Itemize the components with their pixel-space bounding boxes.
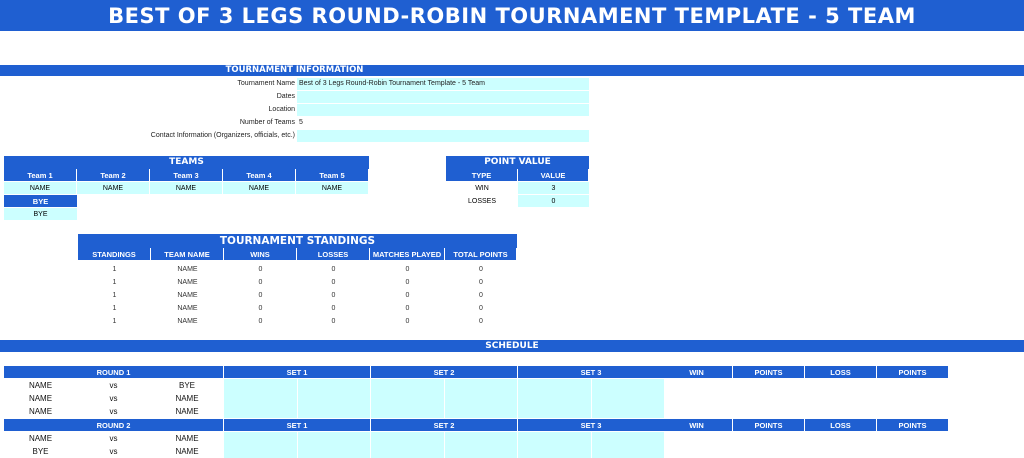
points-header <box>446 156 589 169</box>
set-score-field[interactable] <box>518 445 592 458</box>
points-value-field[interactable] <box>518 182 589 194</box>
standings-cell-text: 0 <box>331 291 336 299</box>
standings-column-label: TOTAL POINTS <box>453 249 508 259</box>
result-column-header <box>877 419 949 431</box>
standings-header-label: TOURNAMENT STANDINGS <box>219 235 376 247</box>
team-name-text: NAME <box>175 184 197 192</box>
points-column-header <box>518 169 589 181</box>
standings-cell <box>151 263 224 275</box>
standings-cell <box>224 315 297 327</box>
round-header <box>4 366 224 378</box>
info-value-text: Best of 3 Legs Round-Robin Tournament Template - 5 Team <box>299 80 485 87</box>
team-column-header <box>223 169 296 181</box>
points-header-label: POINT VALUE <box>484 157 551 167</box>
standings-cell-text: 1 <box>112 278 117 286</box>
standings-cell <box>445 302 517 314</box>
set-score-field[interactable] <box>298 432 372 445</box>
match-vs-text: vs <box>109 446 118 456</box>
match-away-team <box>150 432 224 444</box>
standings-column-header <box>78 248 151 260</box>
info-label <box>0 104 295 116</box>
match-home-text: NAME <box>28 380 53 390</box>
set-score-field[interactable] <box>298 405 372 418</box>
result-column-header <box>805 366 877 378</box>
match-vs <box>77 432 150 444</box>
info-value-text: 5 <box>299 119 303 126</box>
standings-cell <box>297 276 370 288</box>
set-score-field[interactable] <box>371 405 445 418</box>
page-title: BEST OF 3 LEGS ROUND-ROBIN TOURNAMENT TEMPLATE - 5 TEAM <box>108 3 916 28</box>
match-vs-text: vs <box>109 380 118 390</box>
info-label <box>0 91 295 103</box>
match-home-team <box>4 379 77 391</box>
standings-cell <box>78 315 151 327</box>
set-column-header <box>518 419 665 431</box>
match-vs <box>77 379 150 391</box>
standings-column-label: TEAM NAME <box>164 249 210 259</box>
standings-column-header <box>224 248 297 260</box>
team-column-header <box>150 169 223 181</box>
points-type-text: LOSSES <box>467 197 496 205</box>
info-label-text: Number of Teams <box>239 119 295 126</box>
team-name-field[interactable] <box>296 182 369 194</box>
team-column-label: Team 5 <box>319 170 345 180</box>
bye-value[interactable]: BYE <box>4 208 77 220</box>
set-score-field[interactable] <box>371 379 445 392</box>
set-score-field[interactable] <box>518 432 592 445</box>
team-column-label: Team 1 <box>27 170 53 180</box>
team-column-label: Team 3 <box>173 170 199 180</box>
standings-cell-text: NAME <box>177 291 198 299</box>
standings-cell-text: 1 <box>112 317 117 325</box>
set-score-field[interactable] <box>224 379 298 392</box>
set-column-label: SET 3 <box>580 367 602 377</box>
standings-cell-text: 0 <box>331 278 336 286</box>
round-label: ROUND 2 <box>96 420 131 430</box>
match-vs <box>77 405 150 417</box>
set-score-field[interactable] <box>371 432 445 445</box>
standings-cell <box>370 276 445 288</box>
set-column-label: SET 1 <box>286 367 308 377</box>
match-away-text: BYE <box>178 380 195 390</box>
standings-cell <box>151 289 224 301</box>
set-score-field[interactable] <box>592 445 666 458</box>
standings-cell-text: NAME <box>177 278 198 286</box>
match-home-team <box>4 445 77 457</box>
round-header <box>4 419 224 431</box>
match-away-text: NAME <box>175 446 199 456</box>
set-column-header <box>224 366 371 378</box>
result-column-header <box>661 366 733 378</box>
match-away-team <box>150 445 224 457</box>
title-banner <box>0 0 1024 31</box>
standings-cell-text: 0 <box>479 317 483 325</box>
result-column-label: WIN <box>689 420 704 430</box>
set-column-header <box>224 419 371 431</box>
standings-cell <box>445 263 517 275</box>
info-label <box>0 78 295 90</box>
match-home-text: BYE <box>32 446 49 456</box>
bye-label: BYE <box>4 195 77 207</box>
standings-cell <box>224 289 297 301</box>
set-column-header <box>371 366 518 378</box>
standings-column-label: STANDINGS <box>92 249 136 259</box>
standings-cell <box>370 263 445 275</box>
set-column-header <box>518 366 665 378</box>
set-score-field[interactable] <box>518 392 592 405</box>
match-home-team <box>4 392 77 404</box>
standings-cell <box>297 302 370 314</box>
result-column-header <box>661 419 733 431</box>
info-header-label: TOURNAMENT INFORMATION <box>225 65 364 75</box>
set-score-field[interactable] <box>445 432 519 445</box>
info-label-text: Location <box>268 106 295 113</box>
points-type <box>446 182 518 194</box>
standings-cell <box>151 302 224 314</box>
team-name-field[interactable] <box>77 182 150 194</box>
standings-cell-text: 0 <box>479 278 483 286</box>
standings-cell <box>297 289 370 301</box>
standings-cell <box>78 263 151 275</box>
standings-header <box>78 234 517 248</box>
team-name-text: NAME <box>248 184 270 192</box>
info-label <box>0 117 295 129</box>
set-score-field[interactable] <box>298 445 372 458</box>
match-vs <box>77 392 150 404</box>
result-column-label: WIN <box>689 367 704 377</box>
standings-cell-text: 0 <box>258 291 263 299</box>
points-column-header <box>446 169 518 181</box>
standings-cell <box>445 276 517 288</box>
info-value-field[interactable] <box>297 78 589 90</box>
set-score-field[interactable] <box>298 379 372 392</box>
set-score-field[interactable] <box>518 405 592 418</box>
set-score-field[interactable] <box>224 405 298 418</box>
result-column-header <box>805 419 877 431</box>
set-score-field[interactable] <box>592 432 666 445</box>
match-away-text: NAME <box>175 406 199 416</box>
info-label-text: Tournament Name <box>237 80 295 87</box>
result-column-header <box>733 419 805 431</box>
standings-cell <box>445 315 517 327</box>
info-label-text: Contact Information (Organizers, officials, etc.) <box>150 132 295 139</box>
set-score-field[interactable] <box>371 445 445 458</box>
standings-cell <box>78 276 151 288</box>
standings-cell <box>151 276 224 288</box>
team-name-text: NAME <box>29 184 51 192</box>
points-value-text: 3 <box>551 184 556 192</box>
standings-cell <box>370 315 445 327</box>
match-home-team <box>4 405 77 417</box>
points-column-label: TYPE <box>471 170 492 180</box>
teams-header <box>4 156 369 169</box>
match-away-text: NAME <box>175 433 199 443</box>
info-value-field[interactable] <box>297 130 589 142</box>
standings-cell-text: NAME <box>177 317 198 325</box>
set-score-field[interactable] <box>518 379 592 392</box>
info-value-field[interactable] <box>297 117 589 129</box>
standings-column-header <box>370 248 445 260</box>
standings-cell-text: 0 <box>405 304 410 312</box>
result-column-label: POINTS <box>898 420 927 430</box>
set-score-field[interactable] <box>224 432 298 445</box>
standings-cell <box>445 289 517 301</box>
standings-cell-text: 0 <box>405 265 410 273</box>
match-vs <box>77 445 150 457</box>
points-value-text: 0 <box>551 197 556 205</box>
set-score-field[interactable] <box>445 379 519 392</box>
set-column-label: SET 3 <box>580 420 602 430</box>
team-column-header <box>296 169 369 181</box>
result-column-header <box>733 366 805 378</box>
points-column-label: VALUE <box>540 170 566 180</box>
match-vs-text: vs <box>109 393 118 403</box>
standings-cell-text: 0 <box>331 317 336 325</box>
match-home-text: NAME <box>28 433 53 443</box>
info-header <box>0 65 1024 76</box>
standings-cell-text: NAME <box>177 304 198 312</box>
team-name-field[interactable] <box>4 182 77 194</box>
team-column-label: Team 2 <box>100 170 126 180</box>
standings-cell-text: 1 <box>112 265 117 273</box>
info-value-field[interactable] <box>297 91 589 103</box>
result-column-label: POINTS <box>754 420 783 430</box>
team-column-header <box>4 169 77 181</box>
standings-cell-text: 0 <box>405 291 410 299</box>
result-column-label: POINTS <box>754 367 783 377</box>
match-vs-text: vs <box>109 406 118 416</box>
standings-column-label: LOSSES <box>317 249 349 259</box>
standings-cell-text: NAME <box>177 265 198 273</box>
standings-cell <box>78 302 151 314</box>
set-score-field[interactable] <box>371 392 445 405</box>
result-column-label: POINTS <box>898 367 927 377</box>
standings-cell-text: 1 <box>112 291 117 299</box>
standings-cell-text: 0 <box>331 265 336 273</box>
points-type <box>446 195 518 207</box>
result-column-header <box>877 366 949 378</box>
standings-cell-text: 0 <box>405 278 410 286</box>
match-away-team <box>150 405 224 417</box>
standings-cell-text: 0 <box>258 278 263 286</box>
set-score-field[interactable] <box>592 379 666 392</box>
match-home-text: NAME <box>28 393 53 403</box>
standings-cell <box>151 315 224 327</box>
team-name-text: NAME <box>102 184 124 192</box>
set-score-field[interactable] <box>592 405 666 418</box>
points-type-text: WIN <box>475 184 489 192</box>
standings-column-header <box>151 248 224 260</box>
standings-cell-text: 0 <box>258 317 263 325</box>
set-score-field[interactable] <box>445 392 519 405</box>
set-column-label: SET 2 <box>433 367 455 377</box>
standings-cell <box>78 289 151 301</box>
standings-column-label: MATCHES PLAYED <box>372 249 442 259</box>
points-value-field[interactable] <box>518 195 589 207</box>
result-column-label: LOSS <box>830 420 851 430</box>
standings-column-label: WINS <box>250 249 270 259</box>
teams-header-label: TEAMS <box>169 157 204 167</box>
team-name-text: NAME <box>321 184 343 192</box>
standings-cell-text: 1 <box>112 304 117 312</box>
round-label: ROUND 1 <box>96 367 131 377</box>
team-column-header <box>77 169 150 181</box>
result-column-label: LOSS <box>830 367 851 377</box>
info-label-text: Dates <box>276 93 295 100</box>
set-score-field[interactable] <box>224 445 298 458</box>
standings-cell-text: 0 <box>479 304 483 312</box>
match-away-text: NAME <box>175 393 199 403</box>
set-column-header <box>371 419 518 431</box>
info-value-field[interactable] <box>297 104 589 116</box>
team-name-field[interactable] <box>223 182 296 194</box>
standings-cell-text: 0 <box>258 304 263 312</box>
schedule-header <box>0 340 1024 352</box>
standings-cell-text: 0 <box>258 265 263 273</box>
standings-cell-text: 0 <box>479 291 483 299</box>
set-score-field[interactable] <box>224 392 298 405</box>
standings-cell-text: 0 <box>405 317 410 325</box>
set-column-label: SET 1 <box>286 420 308 430</box>
team-column-label: Team 4 <box>246 170 272 180</box>
team-name-field[interactable] <box>150 182 223 194</box>
set-score-field[interactable] <box>445 445 519 458</box>
set-column-label: SET 2 <box>433 420 455 430</box>
match-vs-text: vs <box>109 433 118 443</box>
set-score-field[interactable] <box>298 392 372 405</box>
standings-cell <box>297 315 370 327</box>
standings-cell-text: 0 <box>331 304 336 312</box>
match-away-team <box>150 379 224 391</box>
standings-cell <box>224 302 297 314</box>
set-score-field[interactable] <box>592 392 666 405</box>
set-score-field[interactable] <box>445 405 519 418</box>
standings-cell <box>297 263 370 275</box>
standings-cell <box>224 263 297 275</box>
schedule-header-label: SCHEDULE <box>485 341 539 351</box>
match-away-team <box>150 392 224 404</box>
standings-column-header <box>445 248 517 260</box>
info-label <box>0 130 295 142</box>
standings-cell <box>224 276 297 288</box>
match-home-text: NAME <box>28 406 53 416</box>
standings-column-header <box>297 248 370 260</box>
standings-cell-text: 0 <box>479 265 483 273</box>
match-home-team <box>4 432 77 444</box>
standings-cell <box>370 302 445 314</box>
standings-cell <box>370 289 445 301</box>
